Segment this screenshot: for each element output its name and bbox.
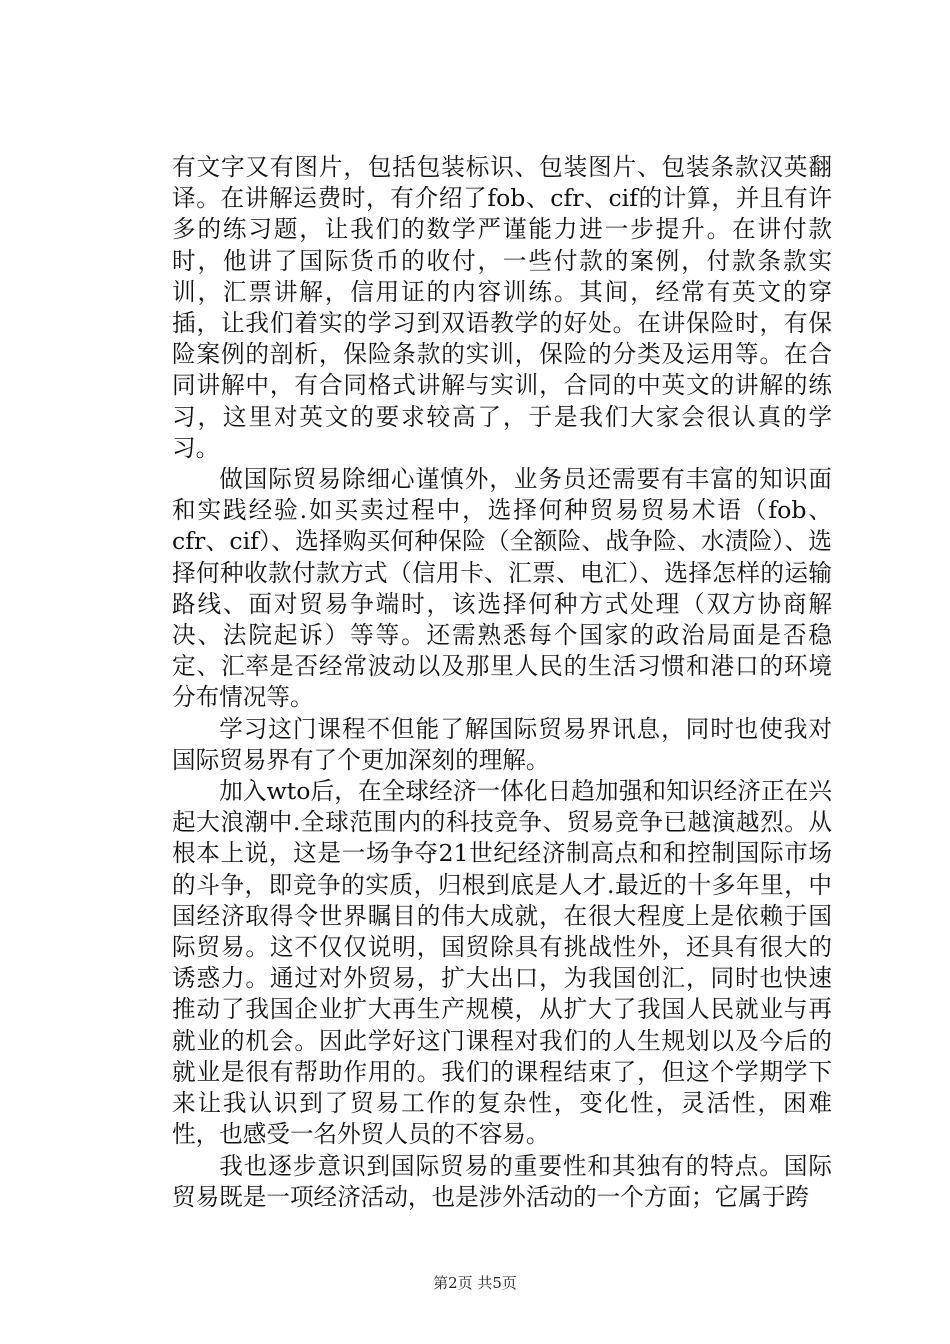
- page-number-footer: 第2页 共5页: [433, 1274, 517, 1292]
- paragraph-learning: 学习这门课程不但能了解国际贸易界讯息，同时也使我对国际贸易界有了个更加深刻的理解。: [172, 714, 832, 774]
- document-body: [172, 152, 832, 1213]
- paragraph-importance: 我也逐步意识到国际贸易的重要性和其独有的特点。国际贸易既是一项经济活动，也是涉外活动的一个方面；它属于跨: [172, 1151, 832, 1211]
- paragraph-knowledge: 做国际贸易除细心谨慎外，业务员还需要有丰富的知识面和实践经验.如买卖过程中，选择何种贸易贸易术语（fob、cfr、cif）、选择购买何种保险（全额险、战争险、水渍险）、选择何种收款付款方式（信用卡、汇票、电汇）、选择怎样的运输路线、面对贸易争端时，该选择何种方式处理（双方协商解决、法院起诉）等等。还需熟悉每个国家的政治局面是否稳定、汇率是否经常波动以及那里人民的生活习惯和港口的环境分布情况等。: [172, 465, 832, 712]
- paragraph-wto: 加入wto后，在全球经济一体化日趋加强和知识经济正在兴起大浪潮中.全球范围内的科技竞争、贸易竞争已越演越烈。从根本上说，这是一场争夺21世纪经济制高点和和控制国际市场的斗争，即竞争的实质，归根到底是人才.最近的十多年里，中国经济取得令世界瞩目的伟大成就，在很大程度上是依赖于国际贸易。这不仅仅说明，国贸除具有挑战性外，还具有很大的诱惑力。通过对外贸易，扩大出口，为我国创汇，同时也快速推动了我国企业扩大再生产规模，从扩大了我国人民就业与再就业的机会。因此学好这门课程对我们的人生规划以及今后的就业是很有帮助作用的。我们的课程结束了，但这个学期学下来让我认识到了贸易工作的复杂性，变化性，灵活性，困难性，也感受一名外贸人员的不容易。: [172, 777, 832, 1149]
- paragraph-continuation: 有文字又有图片，包括包装标识、包装图片、包装条款汉英翻译。在讲解运费时，有介绍了fob、cfr、cif的计算，并且有许多的练习题，让我们的数学严谨能力进一步提升。在讲付款时，他讲了国际货币的收付，一些付款的案例，付款条款实训，汇票讲解，信用证的内容训练。其间，经常有英文的穿插，让我们着实的学习到双语教学的好处。在讲保险时，有保险案例的剖析，保险条款的实训，保险的分类及运用等。在合同讲解中，有合同格式讲解与实训，合同的中英文的讲解的练习，这里对英文的要求较高了，于是我们大家会很认真的学习。: [172, 153, 832, 462]
